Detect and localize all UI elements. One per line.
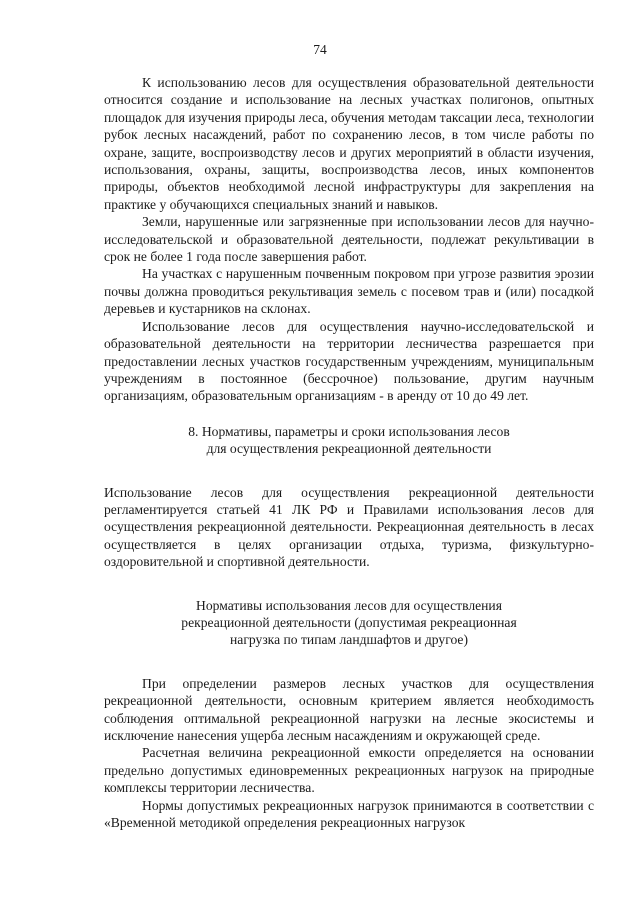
paragraph-permitted-use: Использование лесов для осуществления научно-исследовательской и образовательной деятельности на территории лесничества разрешается при предоставлении лесных участков государственным учреждениям, муниципальным учреждениям в постоянное (бессрочное) пользование, другим научным организациям, образовательным организациям - в аренду от 10 до 49 лет. — [104, 318, 594, 404]
paragraph-land-recultivation: Земли, нарушенные или загрязненные при использовании лесов для научно-исследовательской и образовательной деятельности, подлежат рекультивации в срок не более 1 года после завершения работ. — [104, 214, 594, 265]
subsection-heading-line: Нормативы использования лесов для осуществления — [196, 597, 502, 613]
paragraph-recreation-regulation: Использование лесов для осуществления рекреационной деятельности регламентируется статьей 41 ЛК РФ и Правилами использования лесов для осуществления рекреационной деятельности. Рекреационная деятельность в лесах осуществляется в целях организации отдыха, туризма, физкультурно-оздоровительной и спортивной деятельности. — [104, 484, 594, 570]
paragraph-recreation-criteria: При определении размеров лесных участков для осуществления рекреационной деятельности, основным критерием является необходимость соблюдения оптимальной рекреационной нагрузки на лесные экосистемы и исключение нанесения ущерба лесным насаждениям и окружающей среде. — [104, 675, 594, 743]
subsection-heading-line: рекреационной деятельности (допустимая рекреационная — [181, 614, 517, 630]
paragraph-recreation-norms: Нормы допустимых рекреационных нагрузок принимаются в соответствии с «Временной методикой определения рекреационных нагрузок — [104, 797, 594, 831]
subsection-heading — [104, 597, 594, 649]
page-number: 74 — [313, 42, 327, 57]
subsection-heading-line: нагрузка по типам ландшафтов и другое) — [230, 632, 468, 648]
section-heading — [104, 423, 594, 458]
paragraph-erosion: На участках с нарушенным почвенным покровом при угрозе развития эрозии почвы должна проводиться рекультивация земель с посевом трав и (или) посадкой деревьев и кустарников на склонах. — [104, 266, 594, 317]
paragraph-recreation-capacity: Расчетная величина рекреационной емкости определяется на основании предельно допустимых единовременных рекреационных нагрузок на природные комплексы территории лесничества. — [104, 745, 594, 796]
page-content — [104, 74, 594, 831]
paragraph-education-use: К использованию лесов для осуществления образовательной деятельности относится создание и использование на лесных участках полигонов, опытных площадок для изучения природы леса, обучения методам таксации леса, технологии рубок лесных насаждений, работ по сохранению лесов, в том числе работы по охране, защите, воспроизводству лесов и других мероприятий в области изучения, использования, охраны, защиты, воспроизводства лесов, иных компонентов природы, объектов необходимой лесной инфраструктуры для закрепления на практике у обучающихся специальных знаний и навыков. — [104, 75, 594, 212]
section-heading-line: для осуществления рекреационной деятельности — [206, 441, 492, 457]
section-heading-line: 8. Нормативы, параметры и сроки использования лесов — [188, 423, 510, 439]
